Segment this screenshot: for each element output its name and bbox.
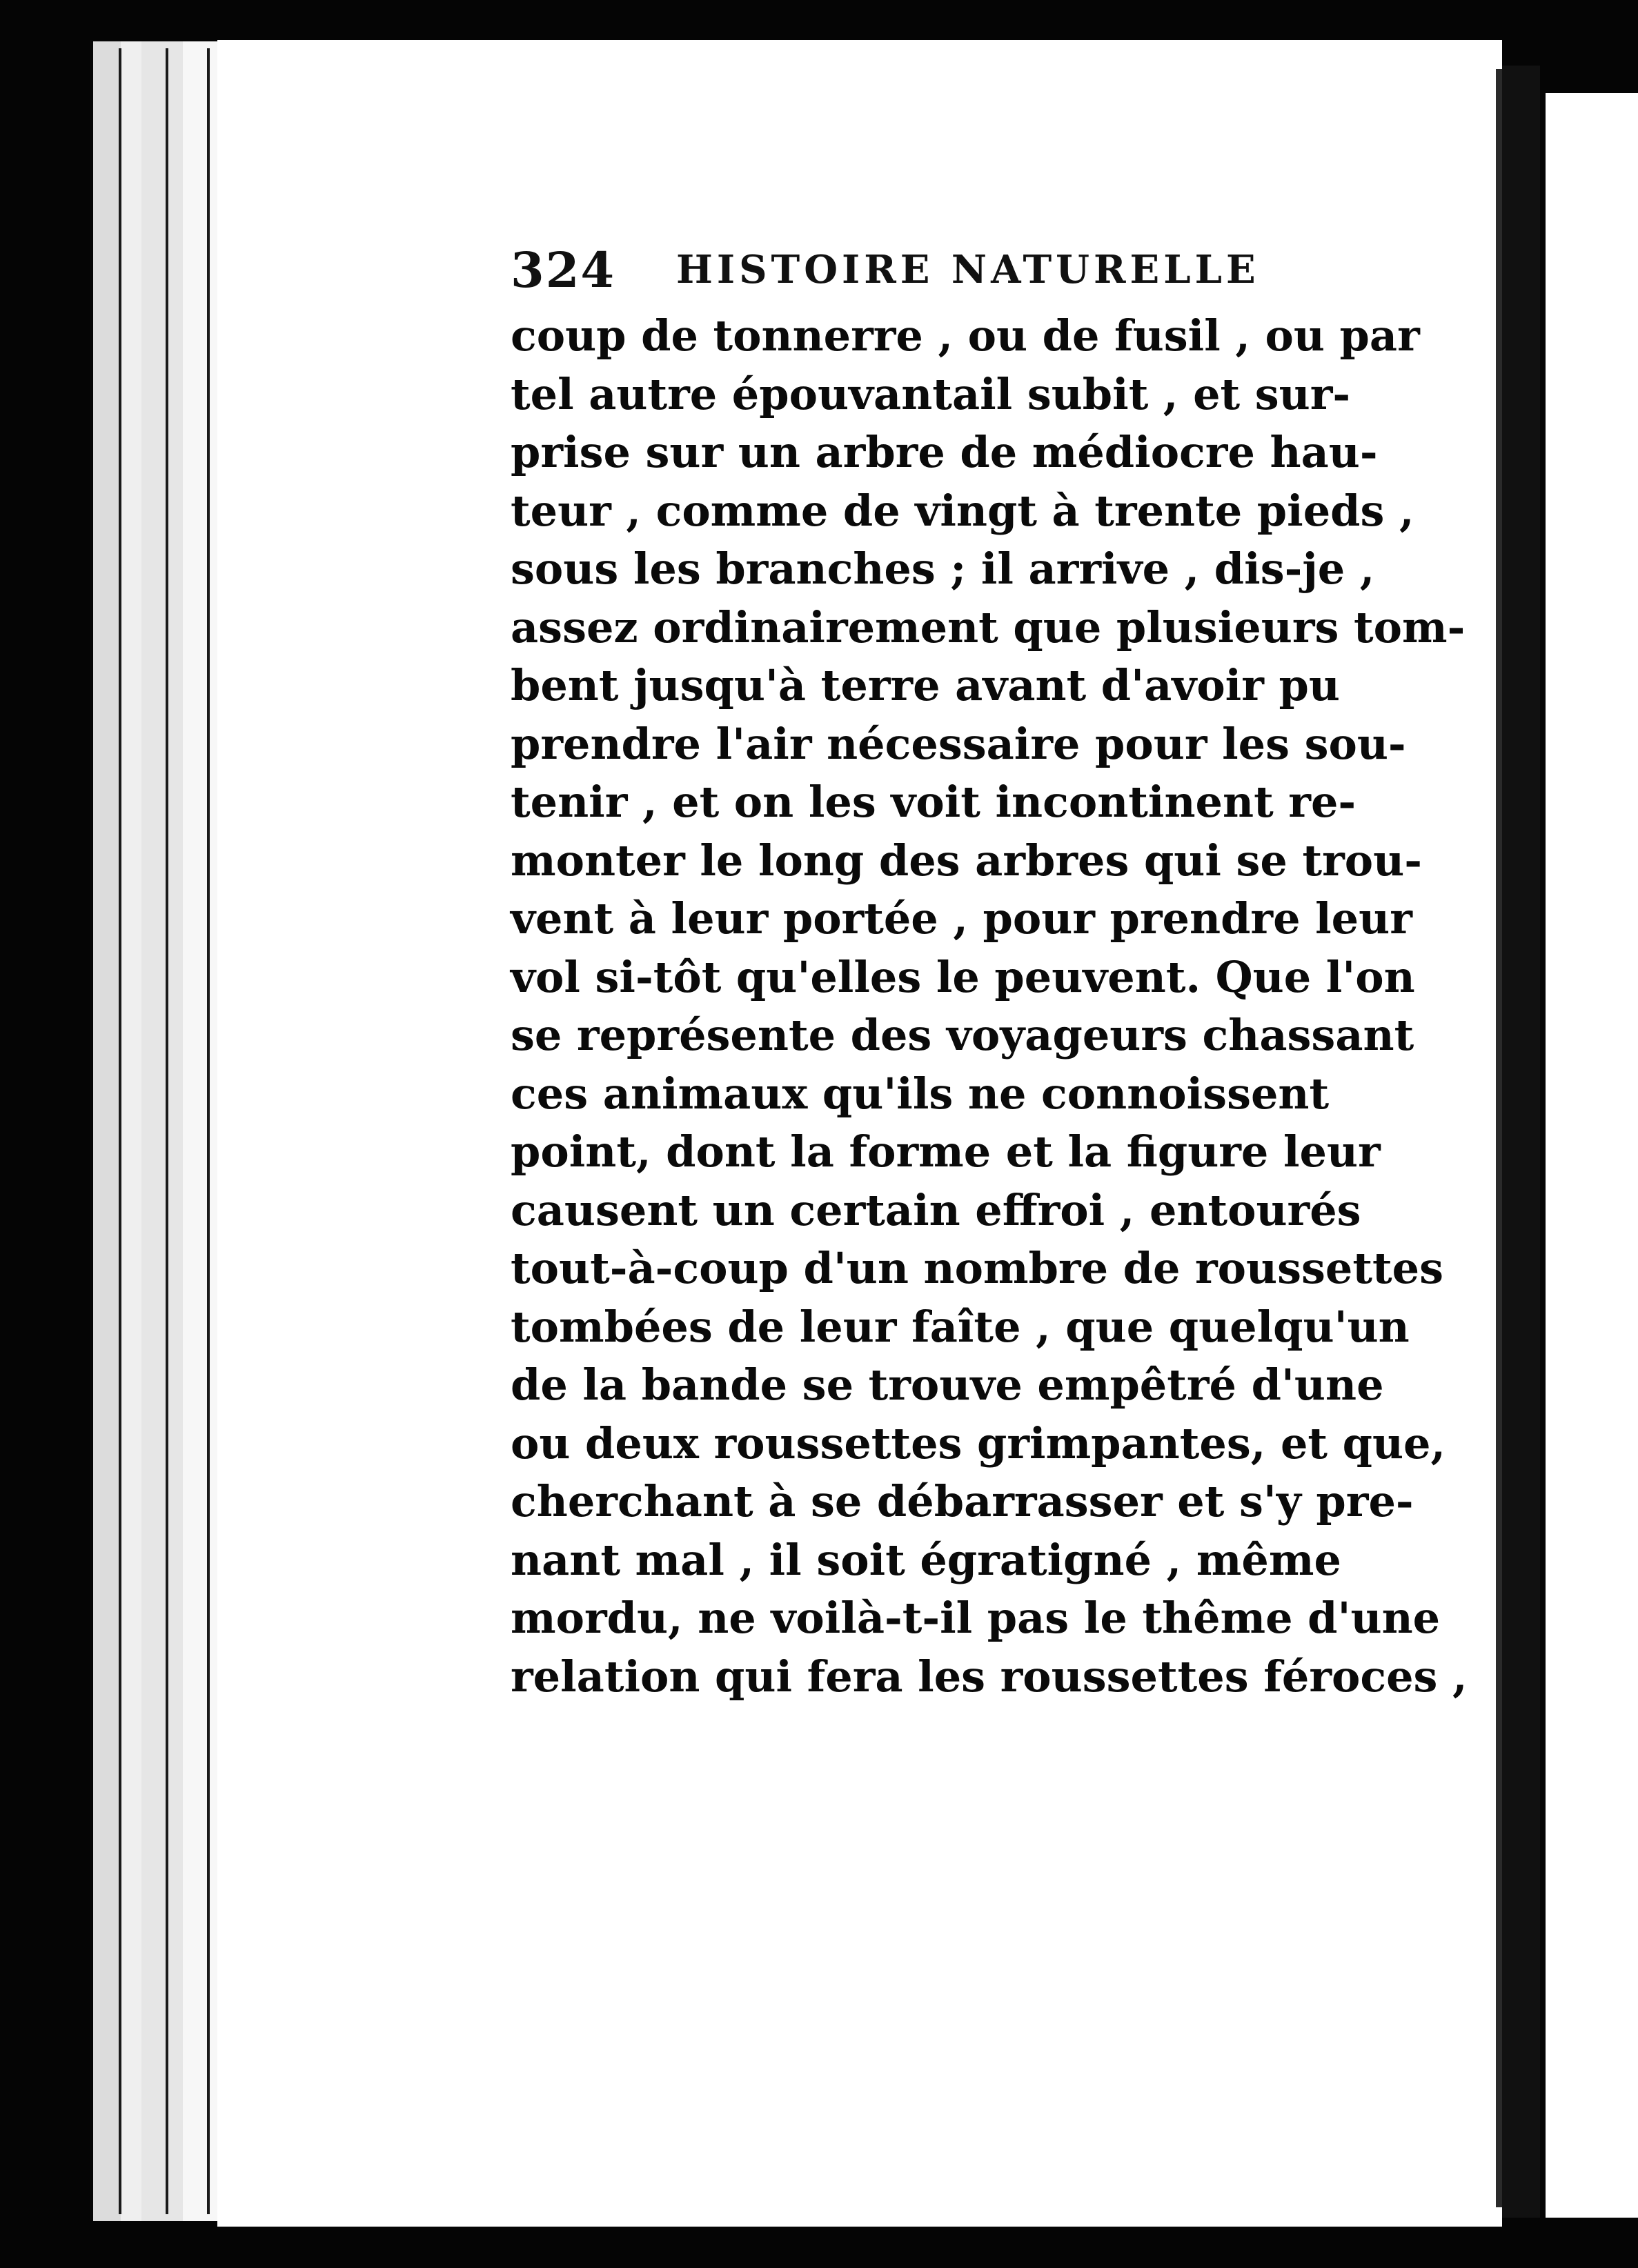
page-stack-edge: [183, 41, 217, 2221]
text-line: prendre l'air nécessaire pour les sou-: [511, 718, 1406, 769]
page-stack-edge: [121, 41, 141, 2221]
text-line: bent jusqu'à terre avant d'avoir pu: [511, 660, 1340, 710]
text-line: ou deux roussettes grimpantes, et que,: [511, 1418, 1446, 1469]
text-line: cherchant à se débarrasser et s'y pre-: [511, 1476, 1414, 1526]
text-line: vol si-tôt qu'elles le peuvent. Que l'on: [511, 951, 1415, 1002]
text-line: tenir , et on les voit incontinent re-: [511, 777, 1356, 827]
text-line: tel autre épouvantail subit , et sur-: [511, 368, 1351, 419]
page-stack-shadow: [166, 48, 168, 2214]
page-stack-shadow: [119, 48, 121, 2214]
text-line: ces animaux qu'ils ne connoissent: [511, 1068, 1330, 1119]
text-line: prise sur un arbre de médiocre hau-: [511, 427, 1378, 477]
text-line: nant mal , il soit égratigné , même: [511, 1534, 1341, 1585]
text-line: mordu, ne voilà-t-il pas le thême d'une: [511, 1593, 1441, 1643]
running-head: HISTOIRE NATURELLE: [676, 247, 1260, 292]
book-binding: [1502, 66, 1540, 2218]
text-line: se représente des voyageurs chassant: [511, 1010, 1414, 1060]
text-line: monter le long des arbres qui se trou-: [511, 835, 1422, 886]
text-line: sous les branches ; il arrive , dis-je ,: [511, 544, 1375, 594]
text-line: vent à leur portée , pour prendre leur: [511, 893, 1412, 944]
text-line: coup de tonnerre , ou de fusil , ou par: [511, 310, 1420, 361]
text-line: assez ordinairement que plusieurs tom-: [511, 601, 1466, 653]
page-stack-edge: [93, 41, 121, 2221]
text-line: de la bande se trouve empêtré d'une: [511, 1360, 1384, 1410]
page-stack-edge: [141, 41, 183, 2221]
text-line: point, dont la forme et la figure leur: [511, 1126, 1381, 1177]
text-line: tombées de leur faîte , que quelqu'un: [511, 1301, 1410, 1352]
text-line: tout-à-coup d'un nombre de roussettes: [511, 1243, 1443, 1293]
facing-page-edge: [1546, 93, 1638, 2218]
text-line: causent un certain effroi , entourés: [511, 1184, 1361, 1235]
text-line: relation qui fera les roussettes féroces ,: [511, 1651, 1468, 1702]
page-stack-shadow: [207, 48, 210, 2214]
body-text: [511, 307, 1468, 1706]
text-line: teur , comme de vingt à trente pieds ,: [511, 485, 1414, 536]
page-number: 324: [511, 241, 616, 299]
page-header: [511, 241, 1297, 304]
